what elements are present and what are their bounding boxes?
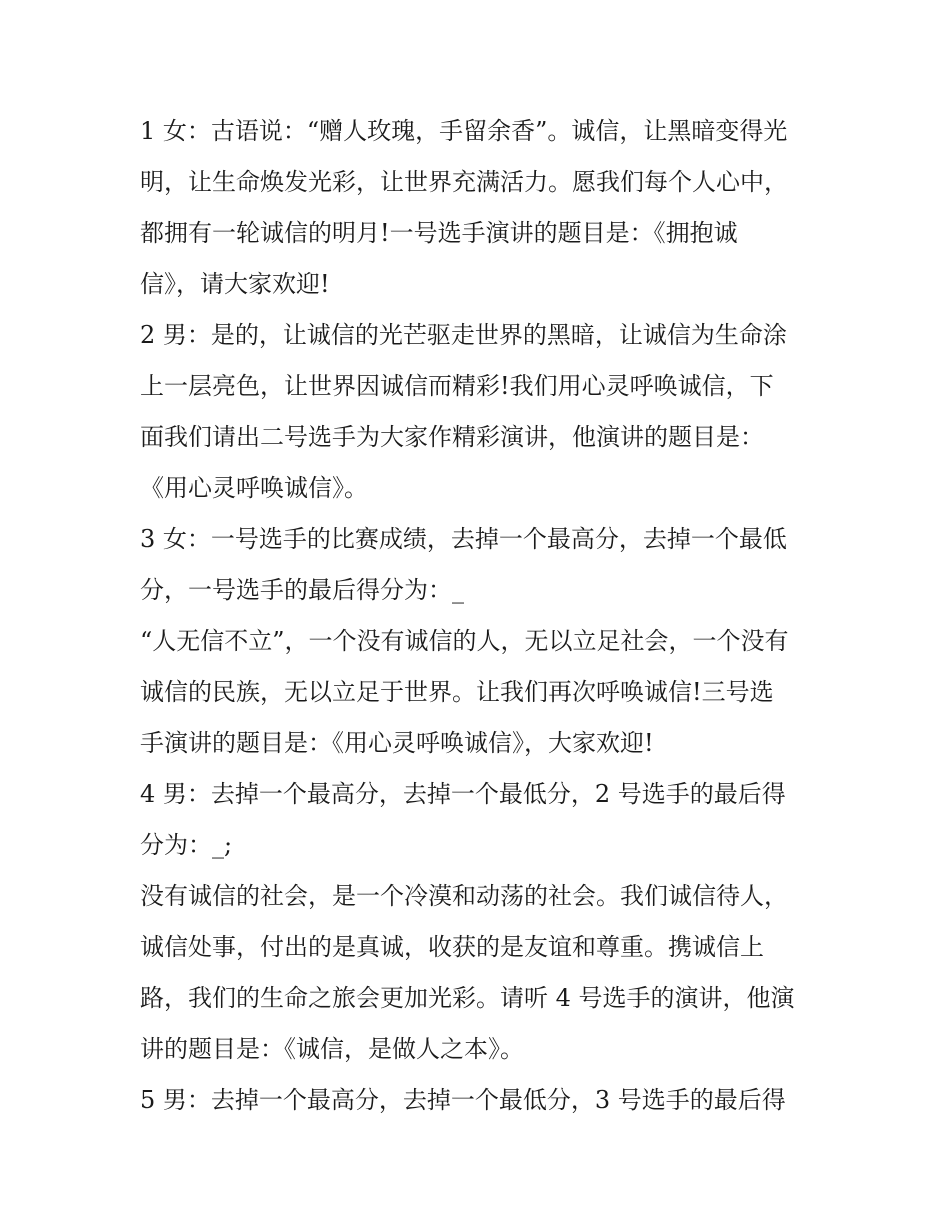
text-line-5: 2 男：是的，让诚信的光芒驱走世界的黑暗，让诚信为生命涂 — [140, 321, 787, 349]
text-line-17: 诚信处事，付出的是真诚，收获的是友谊和尊重。携诚信上 — [140, 933, 764, 961]
text-line-16: 没有诚信的社会，是一个冷漠和动荡的社会。我们诚信待人， — [140, 882, 788, 910]
text-line-1: 1 女：古语说：“赠人玫瑰，手留余香”。诚信，让黑暗变得光 — [140, 117, 788, 145]
text-line-20: 5 男：去掉一个最高分，去掉一个最低分，3 号选手的最后得 — [140, 1086, 786, 1114]
text-line-13: 手演讲的题目是：《用心灵呼唤诚信》，大家欢迎! — [140, 729, 654, 757]
text-line-8: 《用心灵呼唤诚信》。 — [140, 474, 368, 502]
text-line-7: 面我们请出二号选手为大家作精彩演讲，他演讲的题目是： — [140, 423, 764, 451]
text-line-12: 诚信的民族，无以立足于世界。让我们再次呼唤诚信!三号选 — [140, 678, 774, 706]
text-line-4: 信》，请大家欢迎! — [140, 270, 330, 298]
text-line-9: 3 女：一号选手的比赛成绩，去掉一个最高分，去掉一个最低 — [140, 525, 787, 553]
text-line-2: 明，让生命焕发光彩，让世界充满活力。愿我们每个人心中， — [140, 168, 788, 196]
text-line-14: 4 男：去掉一个最高分，去掉一个最低分，2 号选手的最后得 — [140, 780, 786, 808]
text-line-6: 上一层亮色，让世界因诚信而精彩!我们用心灵呼唤诚信，下 — [140, 372, 774, 400]
text-line-3: 都拥有一轮诚信的明月!一号选手演讲的题目是：《拥抱诚 — [140, 219, 738, 247]
document-page — [140, 106, 820, 1126]
text-line-19: 讲的题目是：《诚信，是做人之本》。 — [140, 1035, 524, 1063]
text-line-18: 路，我们的生命之旅会更加光彩。请听 4 号选手的演讲，他演 — [140, 984, 795, 1012]
text-line-10: 分，一号选手的最后得分为：_ — [140, 576, 464, 604]
text-line-11: “人无信不立”，一个没有诚信的人，无以立足社会，一个没有 — [140, 627, 789, 655]
text-line-15: 分为：_; — [140, 831, 233, 859]
